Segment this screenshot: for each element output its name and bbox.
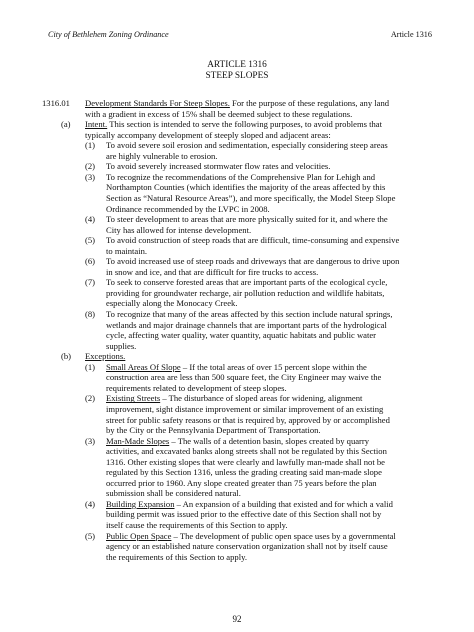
intent-item-number: (3) (85, 171, 96, 182)
exception-term: Public Open Space (106, 530, 172, 541)
exceptions-marker: (b) (61, 351, 72, 362)
section-number: 1316.01 (42, 98, 70, 108)
exception-item-text: activities, and excavated banks along streets shall not be regulated by this Section (106, 446, 387, 457)
exception-item-text: by the City or the Pennsylvania Department of Transportation. (106, 425, 321, 436)
exception-item-text: submission shall be considered natural. (106, 488, 241, 499)
intent-item-text: City has allowed for intense development. (106, 224, 252, 235)
exception-item-text: regulated by this Section 1316, unless the grading creating said man-made slope (106, 467, 382, 478)
intent-item-text: providing for groundwater recharge, air pollution reduction and wildlife habitats, (106, 287, 385, 298)
section-heading-line (85, 98, 389, 109)
section-text-line: with a gradient in excess of 15% shall be deemed subject to these regulations. (85, 108, 353, 119)
running-header (48, 30, 432, 39)
intent-item-text: cycle, affecting water quality, water quantity, aquatic habitats and public water (106, 330, 377, 341)
exception-item-text: building permit was issued prior to the effective date of this Section shall not by (106, 509, 382, 520)
exception-item-text: the requirements of this Section to apply. (106, 551, 247, 562)
exception-item-text: agency or an established nature conservation organization shall not by itself cause (106, 541, 388, 552)
exception-item-number: (2) (85, 393, 96, 404)
intent-item-text: To avoid increased use of steep roads and driveways that are dangerous to drive upon (106, 256, 400, 267)
intent-item-number: (6) (85, 256, 96, 267)
section-heading: Development Standards For Steep Slopes. (85, 98, 230, 108)
intent-item-text: To recognize that many of the areas affected by this section include natural springs, (106, 309, 393, 319)
exception-item-first-line (106, 436, 369, 447)
intent-item-text: To avoid severely increased stormwater flow rates and velocities. (106, 161, 331, 172)
intent-item-number: (5) (85, 235, 96, 246)
intent-item-text: To steer development to areas that are more physically suited for it, and where the (106, 214, 388, 225)
intent-item-text: Ordinance recommended by the LVPC in 2008. (106, 203, 270, 214)
exception-item-text: itself cause the requirements of this Section to apply. (106, 520, 288, 530)
exception-term: Existing Streets (106, 393, 161, 404)
exception-term: Small Areas Of Slope (106, 361, 181, 372)
intent-item-text: To avoid construction of steep roads that are difficult, time-consuming and expensive (106, 235, 400, 246)
intent-text: This section is intended to serve the following purposes, to avoid problems that (107, 119, 383, 130)
intent-item-text: to maintain. (106, 245, 148, 256)
intent-marker: (a) (61, 119, 71, 130)
article-title: ARTICLE 1316 (207, 60, 267, 70)
exception-text: – If the total areas of over 15 percent slope within the (180, 361, 367, 372)
intent-item-number: (1) (85, 140, 96, 151)
exception-text: – The walls of a detention basin, slopes created by quarry (169, 435, 370, 446)
intent-heading: Intent. (85, 119, 108, 130)
exception-item-text: construction area are less than 500 square feet, the City Engineer may waive the (106, 372, 382, 383)
exception-item-text: street for public safety reasons or that is required by, approved by or accomplished (106, 414, 390, 425)
intent-item-number: (8) (85, 309, 96, 319)
exception-term: Man-Made Slopes (106, 435, 170, 446)
exception-text: – The development of public open space uses by a governmental (171, 530, 396, 541)
article-subtitle: STEEP SLOPES (205, 71, 269, 81)
intent-item-text: Northampton Counties (which identifies the majority of the areas affected by this (106, 182, 386, 193)
exception-item-text: requirements related to development of steep slopes. (106, 382, 287, 393)
exception-item-first-line (106, 393, 362, 404)
exception-term: Building Expansion (106, 498, 175, 509)
intent-item-text: To avoid severe soil erosion and sedimentation, especially considering steep areas (106, 140, 388, 151)
exception-item-first-line (106, 362, 367, 373)
intent-item-text: Section as “Natural Resource Areas”), and more specifically, the Model Steep Slope (106, 192, 396, 203)
exception-item-number: (3) (85, 435, 96, 446)
exception-text: – An expansion of a building that existed and for which a valid (174, 498, 393, 509)
exception-item-first-line (106, 499, 393, 510)
intent-item-text: supplies. (106, 340, 137, 351)
exception-item-number: (4) (85, 498, 96, 509)
exception-item-number: (1) (85, 361, 96, 372)
exceptions-heading: Exceptions. (85, 351, 126, 362)
intent-item-number: (4) (85, 214, 96, 225)
intent-heading-line (85, 119, 382, 130)
intent-item-text: in snow and ice, and that are difficult for fire trucks to access. (106, 266, 319, 277)
exception-item-first-line (106, 531, 396, 542)
exception-text: – The disturbance of sloped areas for widening, alignment (160, 393, 363, 404)
header-right: Article 1316 (390, 30, 432, 39)
page-number: 92 (232, 614, 242, 624)
section-text: For the purpose of these regulations, any land (229, 98, 390, 108)
intent-item-text: especially along the Monocacy Creek. (106, 298, 238, 309)
exception-item-text: occurred prior to 1960. Any slope created greater than 75 years before the plan (106, 477, 377, 488)
header-left: City of Bethlehem Zoning Ordinance (48, 30, 169, 39)
intent-item-text: To recognize the recommendations of the Comprehensive Plan for Lehigh and (106, 171, 376, 182)
intent-item-number: (7) (85, 277, 96, 288)
intent-item-text: wetlands and major drainage channels that are important parts of the hydrological (106, 319, 387, 330)
exception-item-text: improvement, sight distance improvement or similar improvement of an existing (106, 403, 384, 414)
intent-text-line: typically accompany development of steeply sloped and adjacent areas: (85, 129, 331, 140)
exceptions-heading-line (85, 351, 125, 362)
intent-item-number: (2) (85, 161, 96, 172)
intent-item-text: To seek to conserve forested areas that are important parts of the ecological cycle, (106, 277, 388, 288)
intent-item-text: are highly vulnerable to erosion. (106, 150, 218, 161)
exception-item-number: (5) (85, 530, 96, 541)
exception-item-text: 1316. Other existing slopes that were clearly and lawfully man-made shall not be (106, 456, 385, 467)
